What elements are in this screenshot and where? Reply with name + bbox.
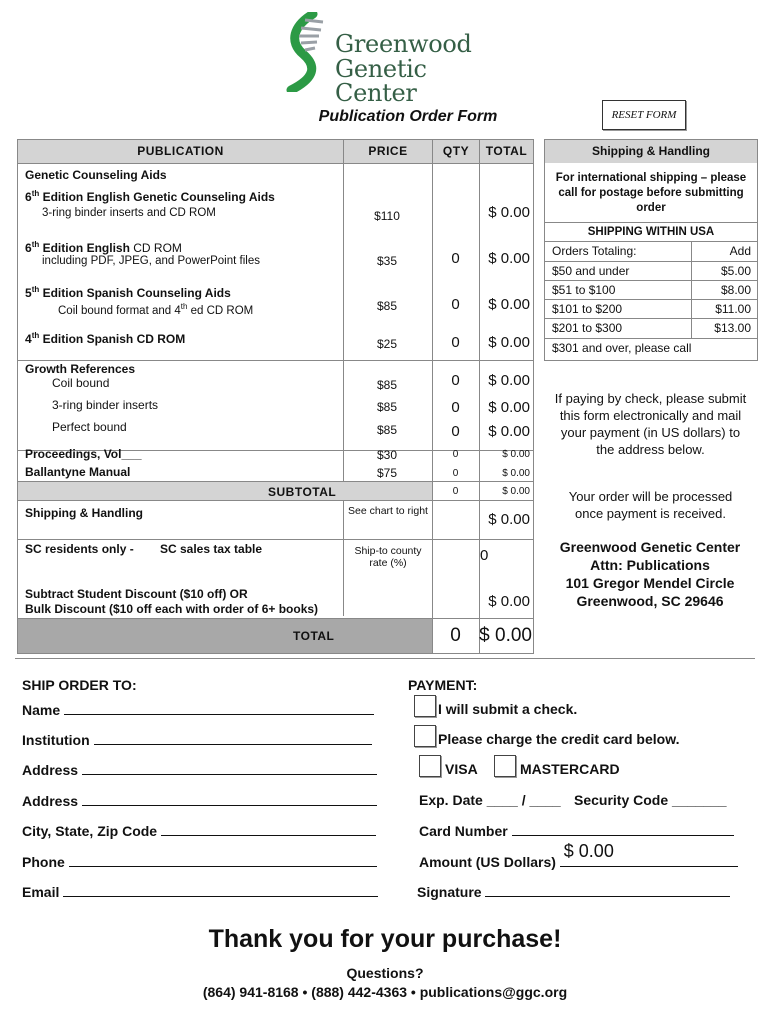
phone-field[interactable]: Phone: [22, 853, 377, 870]
ballantyne-label: Ballantyne Manual: [25, 465, 131, 479]
subtotal-qty: 0: [452, 486, 459, 497]
proceedings-price: $30: [376, 448, 398, 462]
col-publication-header: PUBLICATION: [18, 140, 343, 163]
discount-line1: Subtract Student Discount ($10 off) OR: [25, 587, 248, 601]
institution-field[interactable]: Institution: [22, 731, 372, 748]
contact-info: (864) 941-8168 • (888) 442-4363 • publications@ggc.org: [202, 984, 568, 1000]
qty-input[interactable]: 0: [451, 296, 460, 313]
col-qty-header: QTY: [433, 140, 479, 163]
shipping-rates-box: [544, 139, 758, 361]
ballantyne-price: $75: [376, 466, 398, 480]
address2-field[interactable]: Address: [22, 792, 377, 809]
subtotal-label: SUBTOTAL: [268, 485, 337, 499]
discount-total[interactable]: $ 0.00: [488, 593, 530, 610]
shipping-note: See chart to right: [348, 505, 428, 517]
growth-price: $85: [376, 378, 398, 392]
ship-to-title: SHIP ORDER TO:: [22, 677, 137, 693]
intl-note: For international shipping – please call for postage before submitting order: [555, 172, 747, 214]
qty-input[interactable]: 0: [452, 449, 459, 460]
mailing-address: [540, 538, 760, 610]
item-title: 6th Edition English CD ROM: [25, 240, 182, 255]
security-code-field[interactable]: Security Code _______: [574, 792, 727, 808]
reset-form-button[interactable]: RESET FORM: [602, 100, 686, 130]
qty-input[interactable]: 0: [451, 250, 460, 267]
growth-total: $ 0.00: [488, 372, 530, 389]
shipping-total[interactable]: $ 0.00: [488, 511, 530, 528]
thank-you-heading: Thank you for your purchase!: [208, 925, 562, 953]
growth-price: $85: [376, 400, 398, 414]
qty-input[interactable]: 0: [451, 334, 460, 351]
card-number-field[interactable]: Card Number: [419, 822, 734, 839]
form-title: Publication Order Form: [318, 108, 498, 125]
visa-label: VISA: [445, 761, 478, 777]
ggc-logo: [283, 12, 498, 107]
check-payment-label: I will submit a check.: [438, 701, 578, 717]
section-growth: Growth References: [25, 362, 136, 376]
growth-price: $85: [376, 423, 398, 437]
address-line: Greenwood Genetic Center: [559, 539, 741, 555]
process-note: Your order will be processed once payment is received.: [568, 489, 733, 521]
proceedings-total: $ 0.00: [502, 449, 530, 460]
rate-row: $201 to $300 $13.00: [545, 318, 757, 338]
rate-header: Orders Totaling: Add: [545, 241, 757, 261]
shipping-label: Shipping & Handling: [25, 506, 143, 520]
usa-title: SHIPPING WITHIN USA: [545, 222, 757, 242]
item-title: 4th Edition Spanish CD ROM: [25, 331, 186, 346]
visa-checkbox[interactable]: [419, 755, 441, 777]
total-label: TOTAL: [293, 629, 335, 643]
growth-label: Perfect bound: [52, 420, 127, 434]
logo-text-line1: Greenwood: [335, 30, 472, 58]
col-price-header: PRICE: [344, 140, 432, 163]
proceedings-label: Proceedings, Vol___: [25, 447, 142, 461]
tax-label: SC residents only -: [25, 542, 134, 556]
city-state-zip-field[interactable]: City, State, Zip Code: [22, 822, 376, 839]
questions-label: Questions?: [346, 965, 424, 981]
item-total: $ 0.00: [488, 296, 530, 313]
amount-field[interactable]: Amount (US Dollars) $ 0.00: [419, 853, 738, 870]
rate-row: $51 to $100 $8.00: [545, 280, 757, 300]
rate-row: $101 to $200 $11.00: [545, 299, 757, 319]
mastercard-checkbox[interactable]: [494, 755, 516, 777]
qty-input[interactable]: 0: [452, 468, 459, 479]
col-total-header: TOTAL: [480, 140, 533, 163]
check-note: If paying by check, please submit this form electronically and mail your payment (in US dollars) to the address below.: [554, 391, 747, 457]
qty-input[interactable]: 0: [451, 423, 460, 440]
qty-input[interactable]: 0: [451, 372, 460, 389]
dna-helix-icon: [283, 12, 333, 92]
growth-total: $ 0.00: [488, 399, 530, 416]
section-counseling: Genetic Counseling Aids: [25, 168, 167, 182]
card-payment-checkbox[interactable]: [414, 725, 436, 747]
email-field[interactable]: Email: [22, 883, 378, 900]
grand-total-qty: 0: [450, 625, 461, 646]
item-total: $ 0.00: [488, 334, 530, 351]
address1-field[interactable]: Address: [22, 761, 377, 778]
amount-value: $ 0.00: [563, 841, 614, 861]
item-total: $ 0.00: [488, 204, 530, 221]
mastercard-label: MASTERCARD: [520, 761, 620, 777]
address-line: Attn: Publications: [590, 557, 710, 573]
tax-table-link[interactable]: SC sales tax table: [160, 542, 263, 556]
logo-text-line2: Genetic Center: [335, 55, 427, 107]
item-desc: including PDF, JPEG, and PowerPoint files: [42, 255, 260, 267]
qty-input[interactable]: 0: [451, 399, 460, 416]
grand-total: $ 0.00: [479, 625, 532, 646]
item-desc: 3-ring binder inserts and CD ROM: [42, 207, 216, 219]
tax-rate-input[interactable]: 0: [480, 547, 489, 564]
name-field[interactable]: Name: [22, 701, 374, 718]
subtotal-total: $ 0.00: [502, 486, 530, 497]
address-line: 101 Gregor Mendel Circle: [565, 575, 735, 591]
item-title: 5th Edition Spanish Counseling Aids: [25, 285, 231, 300]
growth-label: Coil bound: [52, 376, 110, 390]
item-price: $35: [376, 254, 398, 268]
shipping-box-title: Shipping & Handling: [545, 140, 757, 163]
item-price: $110: [374, 209, 400, 223]
card-payment-label: Please charge the credit card below.: [438, 731, 680, 747]
payment-title: PAYMENT:: [408, 677, 478, 693]
address-line: Greenwood, SC 29646: [576, 593, 724, 609]
order-table: [17, 139, 534, 654]
discount-line2: Bulk Discount ($10 off each with order of 6+ books): [25, 602, 319, 616]
exp-date-field[interactable]: Exp. Date ____ / ____: [419, 792, 561, 808]
tax-note: Ship-to county rate (%): [354, 545, 422, 569]
item-total: $ 0.00: [488, 250, 530, 267]
signature-field[interactable]: Signature: [417, 883, 730, 900]
ballantyne-total: $ 0.00: [502, 468, 530, 479]
item-price: $25: [376, 337, 398, 351]
item-title: 6th Edition English Genetic Counseling Aids: [25, 189, 275, 204]
growth-label: 3-ring binder inserts: [52, 398, 159, 412]
growth-total: $ 0.00: [488, 423, 530, 440]
rate-row: $50 and under $5.00: [545, 261, 757, 281]
item-desc: Coil bound format and 4th ed CD ROM: [58, 302, 254, 317]
item-price: $85: [376, 299, 398, 313]
rate-over: $301 and over, please call: [545, 338, 757, 358]
check-payment-checkbox[interactable]: [414, 695, 436, 717]
